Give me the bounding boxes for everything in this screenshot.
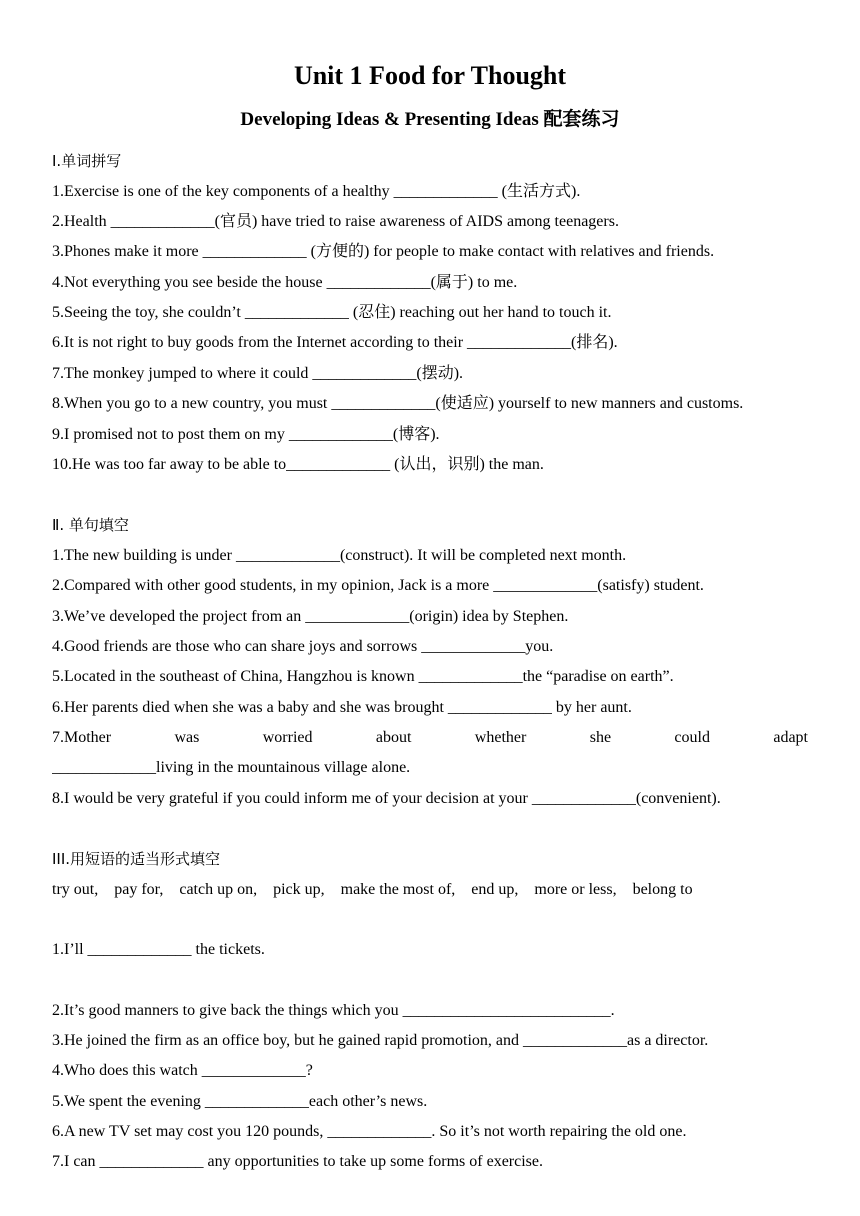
section-2-item-1: 1.The new building is under _____________(construct). It will be completed next month. — [52, 547, 627, 564]
section-3-item-4: 4.Who does this watch _____________? — [52, 1062, 313, 1079]
section-1-item-9: 9.I promised not to post them on my _____________(博客). — [52, 426, 440, 443]
section-2-item-6: 6.Her parents died when she was a baby and she was brought _____________ by her aunt. — [52, 699, 632, 716]
section-1-item-8: 8.When you go to a new country, you must _____________(使适应) yourself to new manners and customs. — [52, 395, 744, 412]
section-1-item-10: 10.He was too far away to be able to_____________ (认出，识别) the man. — [52, 456, 544, 473]
section-1-heading: Ⅰ.单词拼写 — [52, 152, 122, 170]
section-3-item-6: 6.A new TV set may cost you 120 pounds, _____________. So it’s not worth repairing the old one. — [52, 1123, 687, 1140]
section-1-item-1: 1.Exercise is one of the key components of a healthy _____________ (生活方式). — [52, 183, 581, 200]
section-2-item-4: 4.Good friends are those who can share joys and sorrows _____________you. — [52, 638, 554, 655]
section-1-item-5: 5.Seeing the toy, she couldn’t _____________ (忍住) reaching out her hand to touch it. — [52, 304, 612, 321]
section-1-item-6: 6.It is not right to buy goods from the Internet according to their _____________(排名). — [52, 334, 618, 351]
section-3-item-5: 5.We spent the evening _____________each other’s news. — [52, 1093, 428, 1110]
section-1-item-4: 4.Not everything you see beside the house _____________(属于) to me. — [52, 274, 518, 291]
section-2-item-3: 3.We’ve developed the project from an _____________(origin) idea by Stephen. — [52, 608, 569, 625]
section-3-item-3: 3.He joined the firm as an office boy, but he gained rapid promotion, and _____________as a director. — [52, 1032, 709, 1049]
section-2-heading: Ⅱ. 单句填空 — [52, 516, 129, 534]
page-title: Unit 1 Food for Thought — [293, 61, 567, 90]
section-1-item-2: 2.Health _____________(官员) have tried to raise awareness of AIDS among teenagers. — [52, 213, 619, 230]
page-subtitle: Developing Ideas & Presenting Ideas 配套练习 — [240, 109, 620, 130]
section-2-item-7: 7.Mother was worried about whether she could adapt — [52, 729, 808, 746]
section-2-item-2: 2.Compared with other good students, in my opinion, Jack is a more _____________(satisfy) student. — [52, 577, 704, 594]
section-2-item-8: 8.I would be very grateful if you could inform me of your decision at your _____________(convenient). — [52, 790, 721, 807]
section-1-item-3: 3.Phones make it more _____________ (方便的) for people to make contact with relatives and friends. — [52, 243, 715, 260]
section-3-item-7: 7.I can _____________ any opportunities to take up some forms of exercise. — [52, 1153, 543, 1170]
section-2-item-5: 5.Located in the southeast of China, Hangzhou is known _____________the “paradise on earth”. — [52, 668, 674, 685]
section-3-heading: III.用短语的适当形式填空 — [52, 850, 221, 868]
section-3-item-1: 1.I’ll _____________ the tickets. — [52, 941, 265, 958]
section-3-item-2: 2.It’s good manners to give back the things which you __________________________. — [52, 1002, 615, 1019]
section-2-item-7-continued: _____________living in the mountainous village alone. — [52, 759, 411, 776]
section-1-item-7: 7.The monkey jumped to where it could _____________(摆动). — [52, 365, 464, 382]
phrase-bank: try out, pay for, catch up on, pick up, make the most of, end up, more or less, belong to — [52, 881, 693, 898]
